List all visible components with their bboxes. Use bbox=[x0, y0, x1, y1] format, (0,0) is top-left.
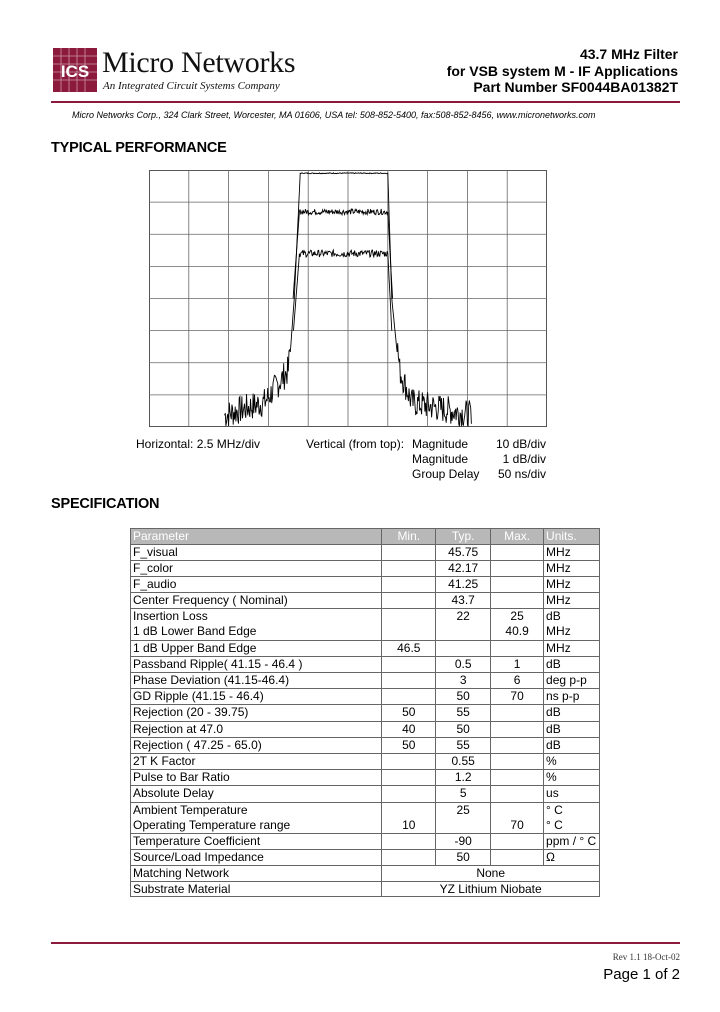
cell-text: ° C bbox=[546, 817, 563, 832]
value-cell bbox=[436, 850, 491, 866]
cell-text: 70 bbox=[510, 689, 524, 704]
parameter-cell bbox=[131, 833, 382, 849]
value-cell bbox=[544, 786, 600, 802]
cell-text bbox=[384, 624, 433, 639]
footer-rule bbox=[51, 942, 680, 944]
value-cell bbox=[491, 560, 544, 576]
cell-text bbox=[384, 609, 433, 624]
cell-text: % bbox=[546, 770, 557, 785]
value-cell bbox=[491, 593, 544, 609]
cell-text: 1 dB Upper Band Edge bbox=[133, 640, 257, 655]
value-cell bbox=[544, 640, 600, 656]
trace-scale-2: 1 dB/div bbox=[502, 452, 546, 466]
cell-text bbox=[493, 577, 541, 592]
value-cell bbox=[436, 705, 491, 721]
cell-text bbox=[493, 834, 541, 849]
value-cell bbox=[436, 802, 491, 833]
specification-heading: SPECIFICATION bbox=[51, 496, 160, 512]
parameter-cell bbox=[131, 576, 382, 592]
value-cell bbox=[436, 786, 491, 802]
horizontal-scale: Horizontal: 2.5 MHz/div bbox=[136, 437, 261, 451]
cell-text: Center Frequency ( Nominal) bbox=[133, 593, 288, 608]
cell-text: MHz bbox=[546, 624, 571, 639]
cell-text: Rejection at 47.0 bbox=[133, 721, 224, 736]
parameter-cell bbox=[131, 560, 382, 576]
cell-text: Ω bbox=[546, 850, 556, 865]
value-cell bbox=[382, 689, 436, 705]
value-cell bbox=[491, 850, 544, 866]
value-cell bbox=[382, 721, 436, 737]
value-cell bbox=[436, 544, 491, 560]
logo-text: ICS bbox=[60, 62, 90, 81]
value-cell bbox=[491, 609, 544, 640]
cell-text: 50 bbox=[402, 737, 416, 752]
cell-text: dB bbox=[546, 737, 561, 752]
cell-text: 2T K Factor bbox=[133, 753, 196, 768]
cell-text: 42.17 bbox=[448, 560, 479, 575]
cell-text bbox=[384, 786, 433, 801]
value-cell bbox=[491, 786, 544, 802]
value-cell bbox=[382, 705, 436, 721]
cell-text bbox=[493, 738, 541, 753]
title-line-1: 43.7 MHz Filter bbox=[579, 46, 678, 62]
cell-text: F_visual bbox=[133, 544, 178, 559]
value-cell bbox=[436, 753, 491, 769]
value-cell bbox=[544, 850, 600, 866]
cell-text bbox=[384, 673, 433, 688]
cell-text bbox=[493, 593, 541, 608]
cell-text bbox=[493, 561, 541, 576]
table-row bbox=[131, 544, 600, 560]
value-cell bbox=[491, 833, 544, 849]
table-row bbox=[131, 770, 600, 786]
cell-text: ns p-p bbox=[546, 689, 580, 704]
cell-text bbox=[384, 754, 433, 769]
value-cell bbox=[491, 705, 544, 721]
cell-text bbox=[384, 850, 433, 865]
table-row bbox=[131, 673, 600, 689]
performance-chart bbox=[149, 170, 547, 427]
value-cell bbox=[436, 609, 491, 640]
cell-text bbox=[493, 754, 541, 769]
cell-text bbox=[493, 705, 541, 720]
value-cell bbox=[382, 786, 436, 802]
value-cell bbox=[491, 656, 544, 672]
cell-text: Insertion Loss bbox=[133, 609, 208, 624]
document-title bbox=[447, 46, 678, 96]
cell-text: MHz bbox=[546, 544, 571, 559]
brand-name: Micro Networks bbox=[102, 46, 296, 79]
cell-text: us bbox=[546, 786, 559, 801]
value-cell bbox=[436, 721, 491, 737]
value-cell bbox=[544, 576, 600, 592]
value-cell bbox=[382, 544, 436, 560]
header-rule bbox=[51, 101, 680, 103]
cell-text: 40 bbox=[402, 721, 416, 736]
value-cell bbox=[544, 609, 600, 640]
cell-text: 46.5 bbox=[397, 640, 421, 655]
parameter-cell: Substrate Material bbox=[131, 881, 382, 897]
cell-text: -90 bbox=[454, 833, 472, 848]
cell-text bbox=[384, 657, 433, 672]
cell-text: 45.75 bbox=[448, 544, 479, 559]
value-cell bbox=[544, 833, 600, 849]
value-cell bbox=[436, 640, 491, 656]
table-row bbox=[131, 640, 600, 656]
cell-text: Temperature Coefficient bbox=[133, 833, 261, 848]
cell-text: F_color bbox=[133, 560, 174, 575]
cell-text: 25 bbox=[510, 609, 524, 624]
value-cell bbox=[436, 770, 491, 786]
cell-text: 1.2 bbox=[454, 770, 472, 785]
cell-text: ppm / ° C bbox=[546, 833, 597, 848]
cell-text bbox=[384, 577, 433, 592]
cell-text: 1 dB Lower Band Edge bbox=[133, 624, 257, 639]
value-cell bbox=[436, 737, 491, 753]
cell-text: Operating Temperature range bbox=[133, 817, 291, 832]
cell-text: 0.55 bbox=[451, 753, 475, 768]
cell-text: MHz bbox=[546, 560, 571, 575]
title-line-2: for VSB system M - IF Applications bbox=[446, 62, 678, 79]
cell-text: dB bbox=[546, 656, 561, 671]
table-row bbox=[131, 609, 600, 640]
parameter-cell bbox=[131, 609, 382, 640]
table-row bbox=[131, 705, 600, 721]
value-cell bbox=[382, 673, 436, 689]
typical-performance-heading: TYPICAL PERFORMANCE bbox=[51, 140, 227, 156]
value-cell bbox=[491, 689, 544, 705]
value-cell bbox=[544, 721, 600, 737]
cell-text: 1 bbox=[513, 656, 521, 671]
cell-text bbox=[493, 641, 541, 656]
value-cell bbox=[544, 544, 600, 560]
cell-text: MHz bbox=[546, 593, 571, 608]
cell-text: MHz bbox=[546, 640, 571, 655]
cell-text: 22 bbox=[456, 609, 470, 624]
value-cell bbox=[382, 770, 436, 786]
value-cell bbox=[544, 770, 600, 786]
value-cell bbox=[436, 673, 491, 689]
value-cell bbox=[491, 576, 544, 592]
cell-text bbox=[438, 818, 488, 833]
cell-text bbox=[493, 803, 541, 818]
parameter-cell bbox=[131, 850, 382, 866]
parameter-cell bbox=[131, 786, 382, 802]
substrate-row bbox=[131, 881, 600, 897]
parameter-cell: Matching Network bbox=[131, 866, 382, 882]
value-cell bbox=[382, 850, 436, 866]
cell-text bbox=[493, 786, 541, 801]
table-row bbox=[131, 656, 600, 672]
value-cell bbox=[436, 576, 491, 592]
trace-scale-1: 10 dB/div bbox=[495, 437, 546, 451]
parameter-cell bbox=[131, 753, 382, 769]
value-cell bbox=[436, 656, 491, 672]
cell-text: 0.5 bbox=[454, 656, 472, 671]
specification-table bbox=[130, 528, 600, 897]
value-cell bbox=[382, 640, 436, 656]
cell-text: 41.25 bbox=[448, 576, 479, 591]
value-cell bbox=[544, 753, 600, 769]
cell-text: % bbox=[546, 753, 557, 768]
parameter-cell bbox=[131, 802, 382, 833]
cell-text bbox=[493, 722, 541, 737]
value-cell bbox=[491, 640, 544, 656]
matching-network-row bbox=[131, 866, 600, 882]
table-row bbox=[131, 689, 600, 705]
cell-text: Phase Deviation (41.15-46.4) bbox=[133, 673, 290, 687]
value-cell bbox=[491, 673, 544, 689]
value-cell bbox=[491, 802, 544, 833]
parameter-cell bbox=[131, 689, 382, 705]
value-cell bbox=[382, 802, 436, 833]
table-row bbox=[131, 737, 600, 753]
table-row bbox=[131, 802, 600, 833]
revision-label: Rev 1.1 18-Oct-02 bbox=[612, 952, 680, 962]
cell-text: 50 bbox=[456, 689, 470, 704]
value-cell bbox=[382, 593, 436, 609]
cell-text: Absolute Delay bbox=[133, 786, 214, 801]
column-header: Units. bbox=[544, 529, 600, 545]
cell-text: 6 bbox=[513, 673, 521, 687]
cell-text: 70 bbox=[510, 817, 524, 832]
value-cell bbox=[491, 770, 544, 786]
cell-text: Rejection ( 47.25 - 65.0) bbox=[133, 737, 262, 752]
part-number: Part Number SF0044BA01382T bbox=[473, 79, 678, 95]
cell-text: 10 bbox=[402, 817, 416, 832]
value-cell bbox=[382, 560, 436, 576]
value-cell: YZ Lithium Niobate bbox=[382, 881, 600, 897]
vertical-scale-label: Vertical (from top): bbox=[306, 437, 405, 451]
value-cell bbox=[382, 576, 436, 592]
cell-text bbox=[384, 561, 433, 576]
value-cell bbox=[544, 656, 600, 672]
cell-text: 55 bbox=[456, 705, 470, 720]
value-cell bbox=[436, 833, 491, 849]
value-cell bbox=[382, 737, 436, 753]
cell-text: dB bbox=[546, 609, 561, 624]
cell-text bbox=[384, 834, 433, 849]
cell-text bbox=[438, 624, 488, 639]
value-cell bbox=[382, 656, 436, 672]
value-cell bbox=[544, 689, 600, 705]
trace-name-2: Magnitude bbox=[412, 452, 469, 466]
value-cell bbox=[544, 673, 600, 689]
cell-text: MHz bbox=[546, 576, 571, 591]
cell-text: GD Ripple (41.15 - 46.4) bbox=[133, 689, 264, 704]
parameter-cell bbox=[131, 640, 382, 656]
table-row bbox=[131, 560, 600, 576]
cell-text: 40.9 bbox=[505, 624, 529, 639]
parameter-cell bbox=[131, 593, 382, 609]
parameter-cell bbox=[131, 673, 382, 689]
cell-text bbox=[438, 641, 488, 656]
value-cell: None bbox=[382, 866, 600, 882]
cell-text: Pulse to Bar Ratio bbox=[133, 770, 230, 785]
value-cell bbox=[491, 753, 544, 769]
value-cell bbox=[382, 609, 436, 640]
cell-text: Passband Ripple( 41.15 - 46.4 ) bbox=[133, 656, 303, 671]
cell-text: 55 bbox=[456, 737, 470, 752]
cell-text: 50 bbox=[402, 705, 416, 720]
value-cell bbox=[544, 802, 600, 833]
cell-text: 43.7 bbox=[451, 593, 475, 608]
cell-text: 25 bbox=[456, 802, 470, 817]
contact-line: Micro Networks Corp., 324 Clark Street, Worcester, MA 01606, USA tel: 508-852-5400, fax:508-852-8456, www.micronetworks.com bbox=[72, 110, 596, 120]
table-row bbox=[131, 721, 600, 737]
cell-text: dB bbox=[546, 721, 561, 736]
parameter-cell bbox=[131, 705, 382, 721]
value-cell bbox=[382, 753, 436, 769]
cell-text: Ambient Temperature bbox=[133, 802, 248, 817]
ics-logo bbox=[53, 48, 97, 92]
table-row bbox=[131, 753, 600, 769]
parameter-cell bbox=[131, 737, 382, 753]
trace-name-1: Magnitude bbox=[412, 437, 469, 451]
trace-scale-3: 50 ns/div bbox=[497, 467, 546, 481]
cell-text: 50 bbox=[456, 721, 470, 736]
value-cell bbox=[491, 721, 544, 737]
column-header: Max. bbox=[491, 529, 544, 545]
value-cell bbox=[382, 833, 436, 849]
cell-text bbox=[384, 593, 433, 608]
parameter-cell bbox=[131, 656, 382, 672]
value-cell bbox=[544, 705, 600, 721]
table-row bbox=[131, 833, 600, 849]
table-row bbox=[131, 576, 600, 592]
table-row bbox=[131, 850, 600, 866]
column-header: Min. bbox=[382, 529, 436, 545]
value-cell bbox=[436, 560, 491, 576]
cell-text: dB bbox=[546, 705, 561, 720]
cell-text: Rejection (20 - 39.75) bbox=[133, 705, 249, 720]
cell-text bbox=[384, 545, 433, 560]
cell-text bbox=[493, 770, 541, 785]
cell-text bbox=[384, 770, 433, 785]
cell-text bbox=[493, 545, 541, 560]
brand-tagline: An Integrated Circuit Systems Company bbox=[103, 80, 280, 92]
cell-text: F_audio bbox=[133, 576, 177, 591]
cell-text: 3 bbox=[459, 673, 467, 687]
cell-text bbox=[384, 803, 433, 818]
cell-text: deg p-p bbox=[546, 673, 587, 687]
parameter-cell bbox=[131, 544, 382, 560]
value-cell bbox=[544, 560, 600, 576]
column-header: Typ. bbox=[436, 529, 491, 545]
column-header: Parameter bbox=[131, 529, 382, 545]
value-cell bbox=[544, 737, 600, 753]
cell-text bbox=[493, 850, 541, 865]
value-cell bbox=[491, 544, 544, 560]
value-cell bbox=[436, 689, 491, 705]
value-cell bbox=[544, 593, 600, 609]
cell-text: 50 bbox=[456, 850, 470, 865]
cell-text: ° C bbox=[546, 802, 563, 817]
parameter-cell bbox=[131, 721, 382, 737]
parameter-cell bbox=[131, 770, 382, 786]
table-row bbox=[131, 786, 600, 802]
cell-text: 5 bbox=[459, 786, 467, 801]
value-cell bbox=[491, 737, 544, 753]
table-header-row bbox=[131, 529, 600, 545]
trace-name-3: Group Delay bbox=[412, 467, 480, 481]
value-cell bbox=[436, 593, 491, 609]
table-row bbox=[131, 593, 600, 609]
cell-text: Source/Load Impedance bbox=[133, 850, 264, 865]
page-number: Page 1 of 2 bbox=[603, 966, 680, 983]
cell-text bbox=[384, 689, 433, 704]
